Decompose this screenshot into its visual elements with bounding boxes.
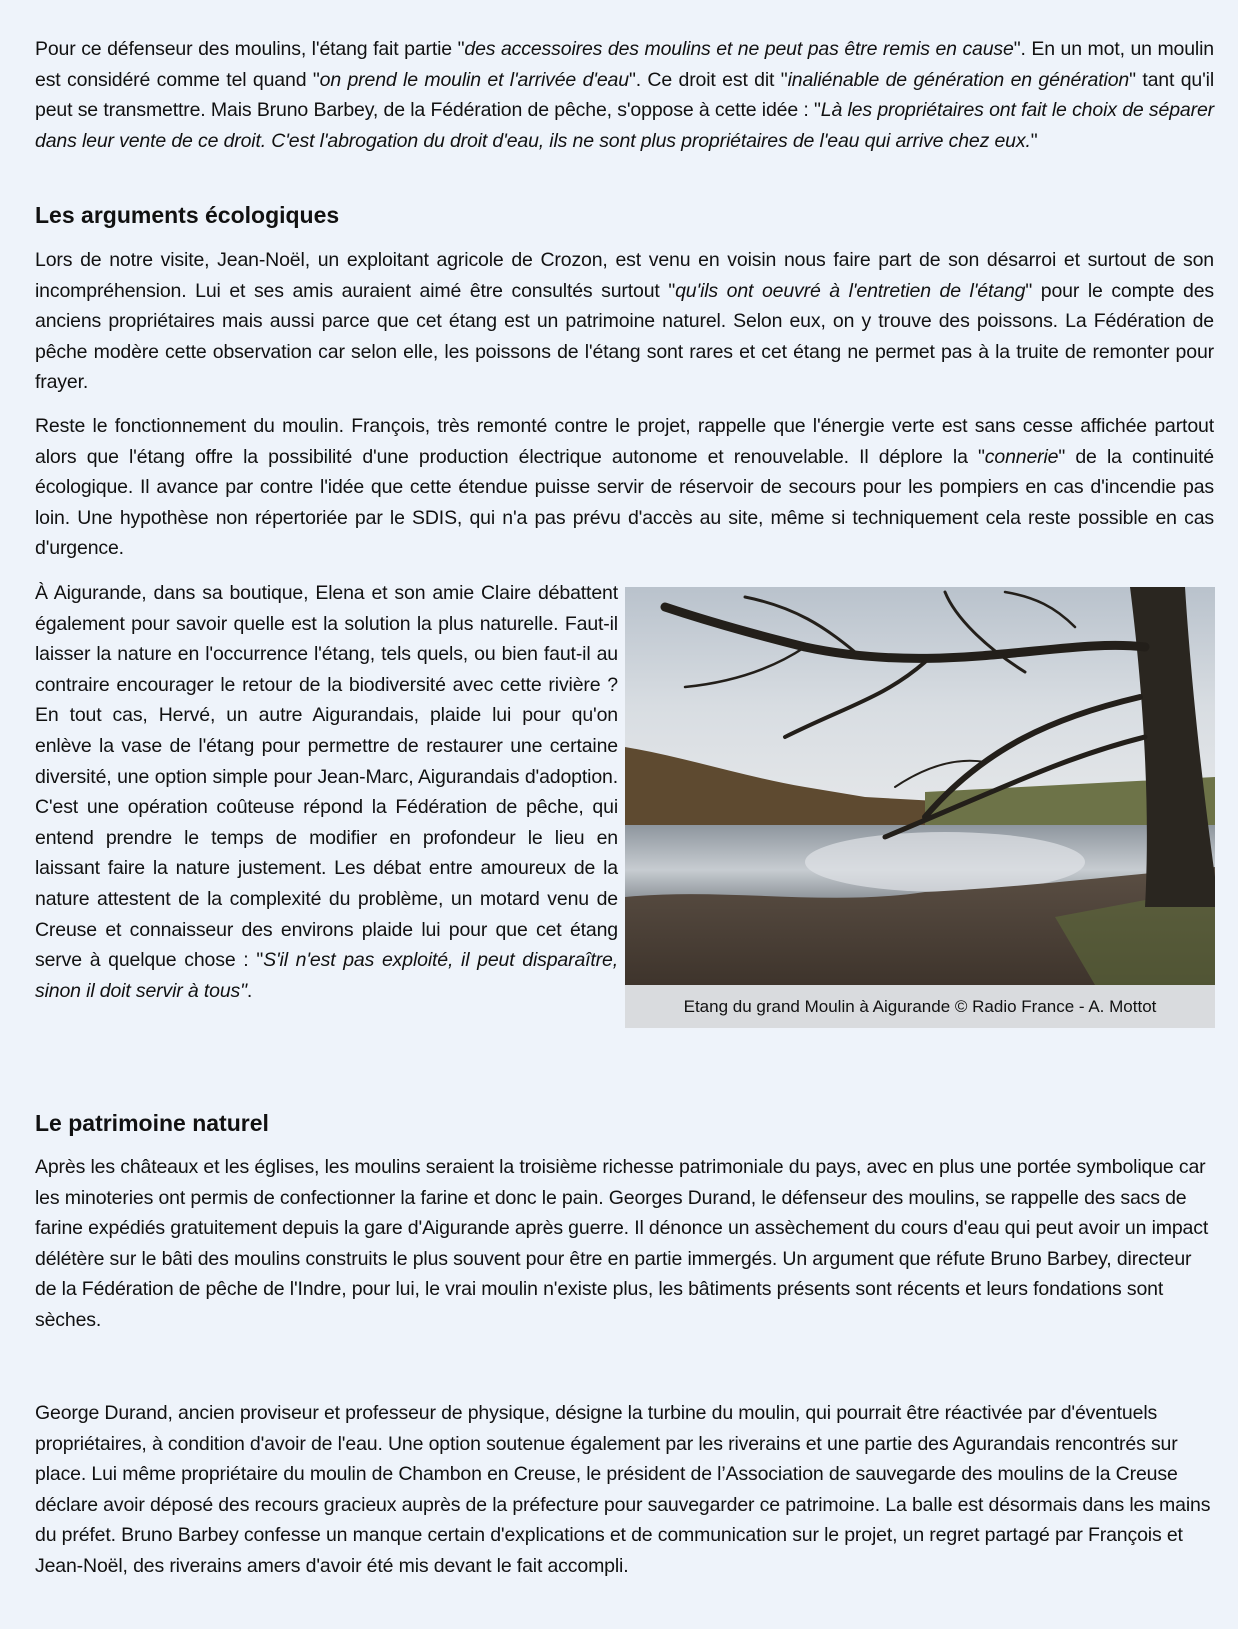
paragraph-francois: [35, 411, 1214, 564]
paragraph-text: Pour ce défenseur des moulins, l'étang fait partie "des accessoires des moulins et ne peut pas être remis en cause". En un mot, un moulin est considéré comme tel quand "on prend le moulin et l'arrivée d'eau". Ce droit est dit "inaliénable de génération en génération" tant qu'il peut se transmettre. Mais Bruno Barbey, de la Fédération de pêche, s'oppose à cette idée : "Là les propriétaires ont fait le choix de séparer dans leur vente de ce droit. C'est l'abrogation du droit d'eau, ils ne sont plus propriétaires de l'eau qui arrive chez eux.": [35, 38, 1215, 152]
paragraph-text: À Aigurande, dans sa boutique, Elena et son amie Claire débattent également pour savoir quelle est la solution la plus naturelle. Faut-il laisser la nature en l'occurrence l'étang, tels quels, ou bien faut-il au contraire encourager le retour de la biodiversité avec cette rivière ? En tout cas, Hervé, un autre Aigurandais, plaide lui pour qu'on enlève la vase de l'étang pour permettre de restaurer une certaine diversité, une option simple pour Jean-Marc, Aigurandais d'adoption. C'est une opération coûteuse répond la Fédération de pêche, qui entend prendre le temps de modifier en profondeur le lieu en laissant faire la nature justement. Les débat entre amoureux de la nature attestent de la complexité du problème, un motard venu de Creuse et connaisseur des environs plaide lui pour que cet étang serve à quelque chose : "S'il n'est pas exploité, il peut disparaître, sinon il doit servir à tous".: [35, 582, 618, 1002]
section-heading-patrimoine: Le patrimoine naturel: [35, 1110, 269, 1136]
paragraph-patrimoine: [35, 1152, 1214, 1336]
paragraph-aigurande: [35, 578, 618, 1006]
section-heading-ecologiques: Les arguments écologiques: [35, 202, 340, 228]
paragraph-text: George Durand, ancien proviseur et professeur de physique, désigne la turbine du moulin, qui pourrait être réactivée par d'éventuels propriétaires, à condition d'avoir de l'eau. Une option soutenue également par les riverains et une partie des Agurandais rencontrés sur place. Lui même propriétaire du moulin de Chambon en Creuse, le président de l’Association de sauvegarde des moulins de la Creuse déclare avoir déposé des recours gracieux auprès de la préfecture pour sauvegarder ce patrimoine. La balle est désormais dans les mains du préfet. Bruno Barbey confesse un manque certain d'explications et de communication sur le projet, un regret partagé par François et Jean-Noël, des riverains amers d'avoir été mis devant le fait accompli.: [35, 1402, 1211, 1577]
photo-figure: [625, 587, 1215, 1028]
photo-caption: Etang du grand Moulin à Aigurande © Radio France - A. Mottot: [625, 985, 1215, 1028]
paragraph-text: Lors de notre visite, Jean-Noël, un exploitant agricole de Crozon, est venu en voisin nous faire part de son désarroi et surtout de son incompréhension. Lui et ses amis auraient aimé être consultés surtout "qu'ils ont oeuvré à l'entretien de l'étang" pour le compte des anciens propriétaires mais aussi parce que cet étang est un patrimoine naturel. Selon eux, on y trouve des poissons. La Fédération de pêche modère cette observation car selon elle, les poissons de l'étang sont rares et cet étang ne permet pas à la truite de remonter pour frayer.: [35, 249, 1214, 394]
paragraph-text: Reste le fonctionnement du moulin. François, très remonté contre le projet, rappelle que l'énergie verte est sans cesse affichée partout alors que l'étang offre la possibilité d'une production électrique autonome et renouvelable. Il déplore la "connerie" de la continuité écologique. Il avance par contre l'idée que cette étendue puisse servir de réservoir de secours pour les pompiers en cas d'incendie pas loin. Une hypothèse non répertoriée par le SDIS, qui n'a pas prévu d'accès au site, même si techniquement cela reste possible en cas d'urgence.: [35, 415, 1214, 560]
pond-photo: [625, 587, 1215, 985]
paragraph-text: Après les châteaux et les églises, les moulins seraient la troisième richesse patrimoniale du pays, avec en plus une portée symbolique car les minoteries ont permis de confectionner la farine et donc le pain. Georges Durand, le défenseur des moulins, se rappelle des sacs de farine expédiés gratuitement depuis la gare d'Aigurande après guerre. Il dénonce un assèchement du cours d'eau qui peut avoir un impact délétère sur le bâti des moulins construits le plus souvent pour être en partie immergés. Un argument que réfute Bruno Barbey, directeur de la Fédération de pêche de l'Indre, pour lui, le vrai moulin n'existe plus, les bâtiments présents sont récents et leurs fondations sont sèches.: [35, 1156, 1209, 1331]
paragraph-jean-noel: [35, 245, 1214, 398]
paragraph-george-durand: [35, 1398, 1214, 1582]
paragraph-droit-eau: [35, 34, 1214, 156]
